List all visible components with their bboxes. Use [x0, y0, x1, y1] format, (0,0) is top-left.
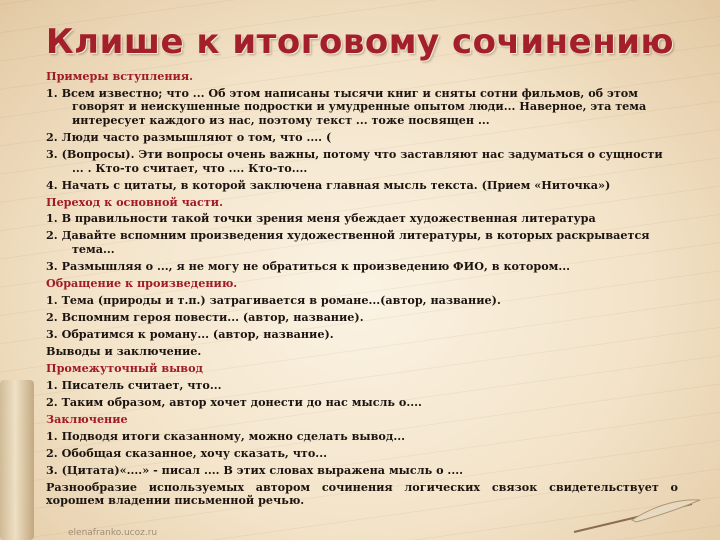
list-item: 2. Люди часто размышляют о том, что .... ( [46, 129, 332, 144]
list-item: 3. (Вопросы). Эти вопросы очень важны, потому что заставляют нас задуматься о сущности ... . Кто-то считает, что .... Кто-то.... [46, 146, 663, 175]
list-item: 1. Всем известно; что ... Об этом написаны тысячи книг и сняты сотни фильмов, об этом говорят и неискушенные подростки и умудренные опытом люди... Наверное, эта тема интересует каждого из нас, поэтому текст ... тоже посвящен ... [46, 85, 647, 127]
page-title: Клише к итоговому сочинению [45, 22, 675, 62]
list-item: 1. Писатель считает, что... [46, 377, 222, 392]
list-item: Выводы и заключение. [46, 344, 202, 359]
scroll-decoration [0, 380, 34, 540]
list-item: 3. Обратимся к роману... (автор, название). [46, 327, 334, 341]
list-item: 2. Вспомним героя повести... (автор, название). [46, 309, 364, 324]
section-heading: Промежуточный вывод [46, 361, 204, 376]
section-heading: Переход к основной части. [46, 194, 223, 209]
list-item: 2. Таким образом, автор хочет донести до нас мысль о.... [46, 394, 422, 409]
list-item: 2. Обобщая сказанное, хочу сказать, что... [46, 445, 327, 460]
content-area [46, 68, 678, 536]
list-item: 1. В правильности такой точки зрения меня убеждает художественная литература [46, 211, 596, 226]
section-heading: Обращение к произведению. [46, 276, 238, 291]
watermark: elenafranko.ucoz.ru [68, 528, 158, 538]
closing-paragraph: Разнообразие используемых автором сочинения логических связок свидетельствует о хорошем владении письменной речью. [46, 479, 678, 508]
list-item: 4. Начать с цитаты, в которой заключена главная мысль текста. (Прием «Ниточка») [46, 177, 611, 192]
section-heading: Примеры вступления. [46, 69, 193, 83]
list-item: 3. Размышляя о ..., я не могу не обратиться к произведению ФИО, в котором... [46, 259, 571, 274]
list-item: 1. Тема (природы и т.п.) затрагивается в романе...(автор, название). [46, 292, 501, 307]
list-item: 2. Давайте вспомним произведения художественной литературы, в которых раскрывается тема... [46, 228, 650, 257]
list-item: 3. (Цитата)«....» - писал .... В этих словах выражена мысль о .... [46, 462, 464, 477]
list-item: 1. Подводя итоги сказанному, можно сделать вывод... [46, 428, 406, 443]
section-heading: Заключение [46, 411, 128, 426]
